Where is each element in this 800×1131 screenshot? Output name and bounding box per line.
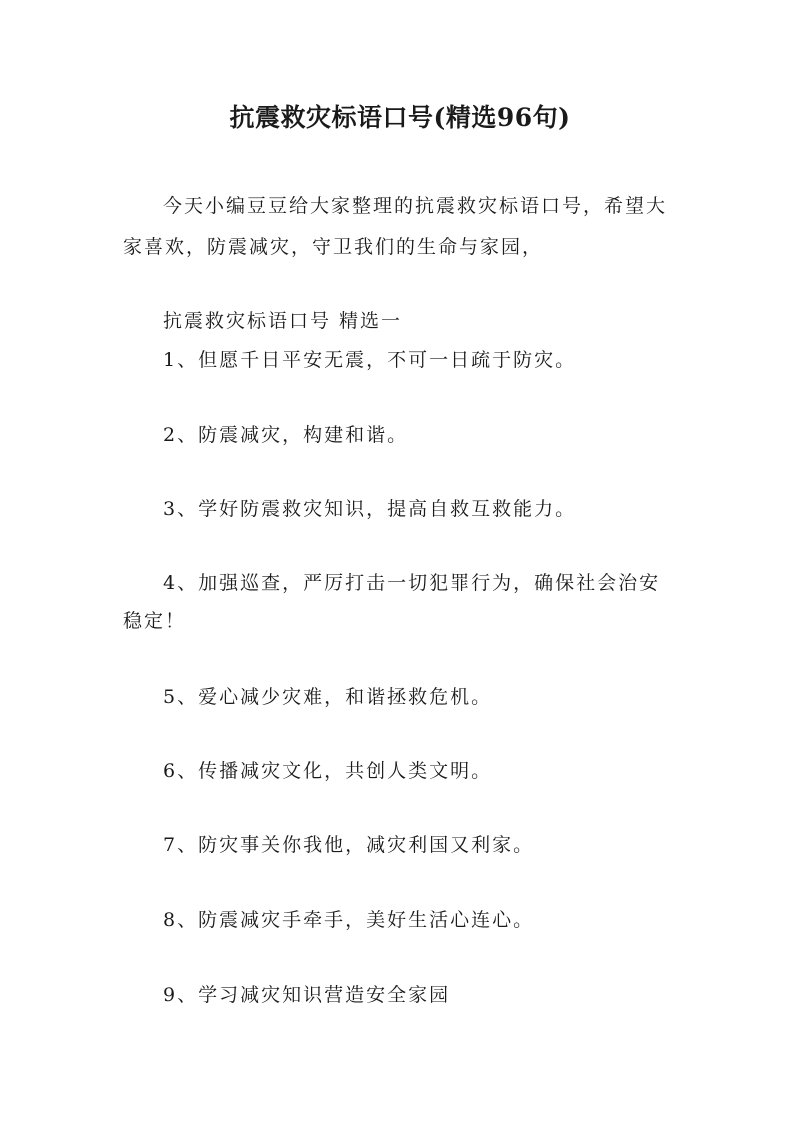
- intro-line-1: 今天小编豆豆给大家整理的抗震救灾标语口号，希望大: [163, 195, 668, 217]
- slogan-item-4-continuation: 稳定！: [123, 610, 187, 632]
- slogan-item-4: 4、加强巡查，严厉打击一切犯罪行为，确保社会治安: [163, 572, 661, 594]
- slogan-item-7: 7、防灾事关你我他，减灾利国又利家。: [163, 834, 535, 856]
- slogan-item-9: 9、学习减灾知识营造安全家园: [163, 984, 451, 1006]
- slogan-item-2: 2、防震减灾，构建和谐。: [163, 424, 409, 446]
- intro-line-2: 家喜欢，防震减灾，守卫我们的生命与家园，: [123, 236, 544, 258]
- slogan-item-1: 1、但愿千日平安无震，不可一日疏于防灾。: [163, 349, 577, 371]
- section-heading: 抗震救灾标语口号 精选一: [163, 310, 403, 332]
- slogan-item-8: 8、防震减灾手牵手，美好生活心连心。: [163, 909, 535, 931]
- document-title: 抗震救灾标语口号(精选96句): [229, 103, 571, 132]
- slogan-item-5: 5、爱心减少灾难，和谐拯救危机。: [163, 686, 493, 708]
- slogan-item-3: 3、学好防震救灾知识，提高自救互救能力。: [163, 498, 577, 520]
- slogan-item-6: 6、传播减灾文化，共创人类文明。: [163, 760, 493, 782]
